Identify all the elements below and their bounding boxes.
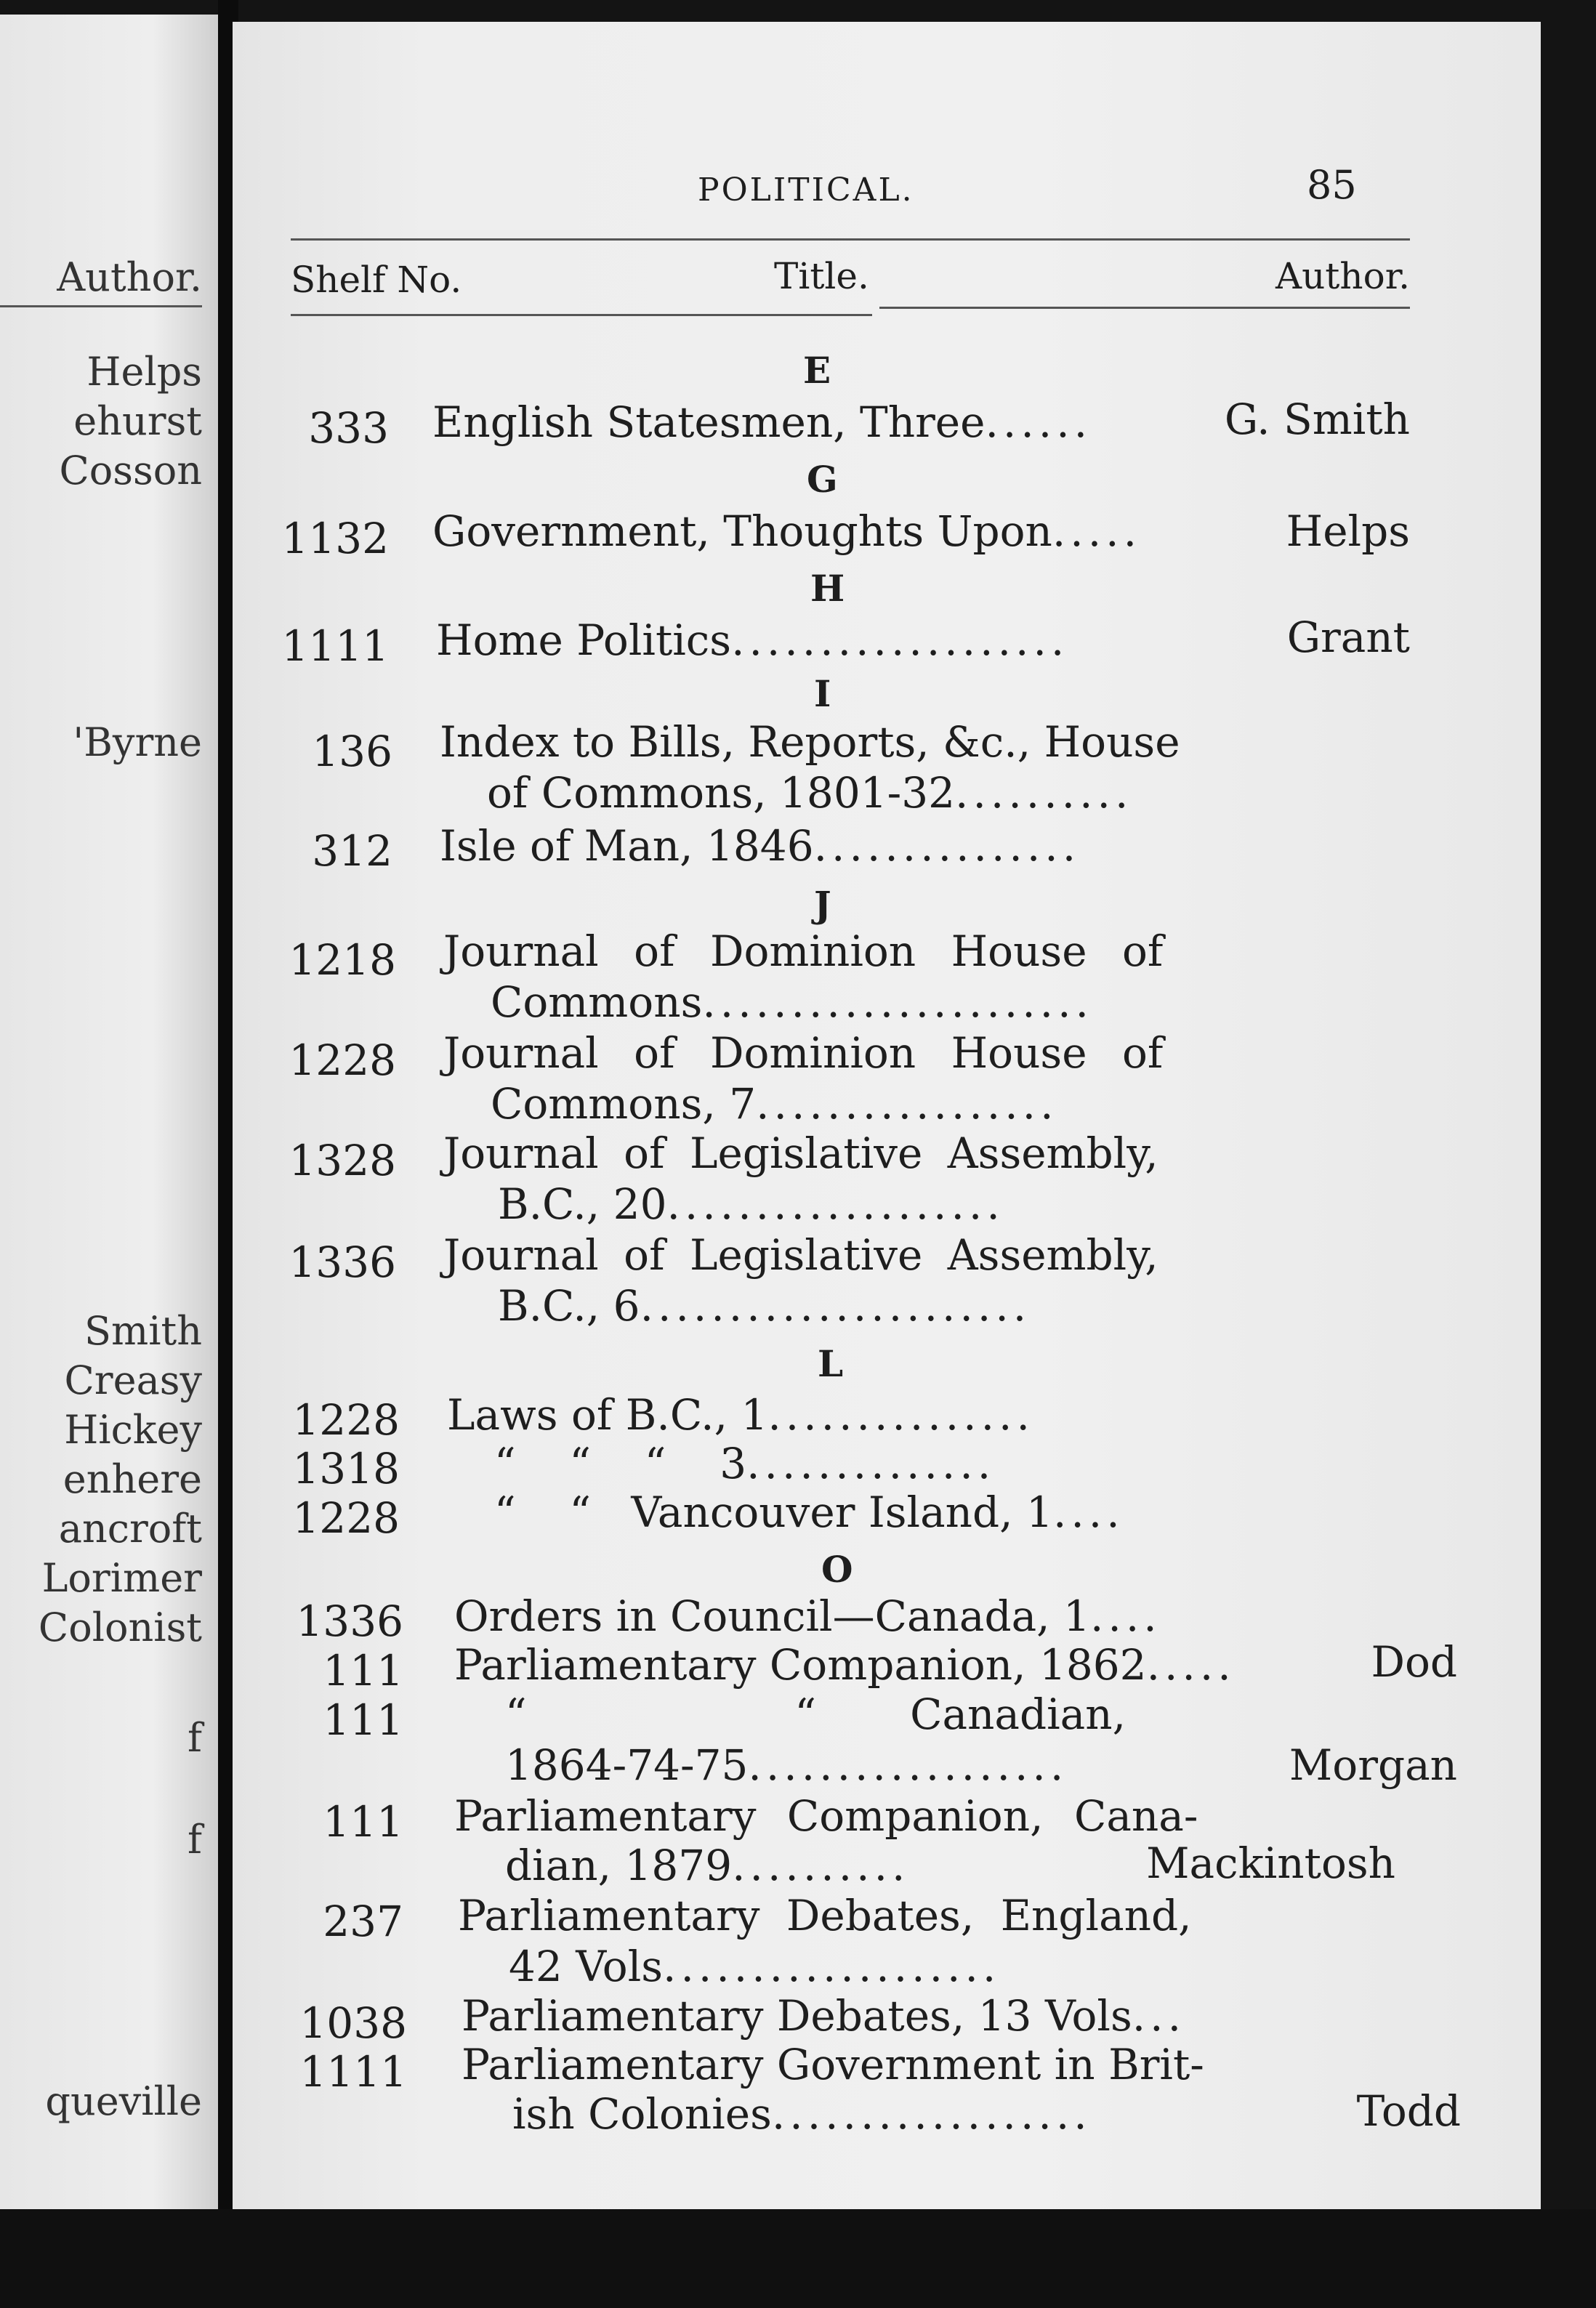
- dot-leader: ....: [1089, 1591, 1161, 1641]
- entry-title: Index to Bills, Reports, &c., House: [440, 717, 1180, 767]
- facing-author: enhere: [63, 1456, 202, 1502]
- section-letter: G: [807, 458, 838, 501]
- shelf-number: 111: [323, 1695, 403, 1745]
- dot-leader: ...............: [767, 1390, 1034, 1440]
- shelf-number: 312: [312, 826, 392, 876]
- background-shadow: [0, 2209, 1596, 2308]
- entry-title: English Statesmen, Three: [432, 398, 986, 447]
- dot-leader: .....: [1146, 1640, 1236, 1690]
- shelf-number: 1336: [289, 1238, 396, 1287]
- entry-title: Home Politics: [436, 616, 732, 665]
- entry-title-continued: 1864-74-75: [505, 1740, 749, 1790]
- facing-author: Smith: [84, 1308, 202, 1354]
- entry-author: Grant: [1286, 613, 1410, 662]
- dot-leader: ...................: [666, 1179, 1004, 1229]
- facing-author: f: [188, 1715, 202, 1761]
- facing-author: Hickey: [64, 1407, 202, 1453]
- entry-title: Laws of B.C., 1: [447, 1390, 768, 1440]
- section-letter: O: [821, 1548, 853, 1591]
- column-header-shelf: Shelf No.: [291, 259, 462, 301]
- facing-author: 'Byrne: [73, 719, 202, 765]
- entry-title-continued: B.C., 20: [498, 1179, 667, 1229]
- shelf-number: 1111: [299, 2047, 407, 2097]
- entry-title: Government, Thoughts Upon: [432, 507, 1052, 556]
- dot-leader: ..........: [732, 1841, 910, 1890]
- entry-author: Morgan: [1289, 1740, 1457, 1790]
- facing-rule: [0, 305, 202, 307]
- dot-leader: ..........: [955, 768, 1133, 818]
- entry-title: Journal of Legislative Assembly,: [443, 1230, 1158, 1280]
- facing-author: Colonist: [38, 1605, 202, 1650]
- ditto-marks: “ “ “ 3: [494, 1439, 747, 1488]
- header-rule-bottom-left: [291, 314, 872, 316]
- section-letter: E: [803, 349, 831, 392]
- entry-title-continued: of Commons, 1801-32: [487, 768, 956, 818]
- dot-leader: ...............: [813, 821, 1081, 871]
- shelf-number: 333: [308, 403, 389, 453]
- page-number: 85: [1307, 162, 1357, 208]
- section-letter: H: [810, 567, 845, 610]
- entry-author: G. Smith: [1224, 395, 1410, 444]
- entry-title: Parliamentary Debates, 13 Vols: [462, 1991, 1132, 2041]
- shelf-number: 1228: [292, 1395, 400, 1445]
- shelf-number: 1228: [289, 1036, 396, 1085]
- shelf-number: 1318: [292, 1444, 400, 1493]
- dot-leader: .................: [756, 1079, 1058, 1129]
- entry-title-continued: dian, 1879: [505, 1841, 733, 1890]
- dot-leader: ..................: [771, 2089, 1092, 2139]
- entry-title-continued: B.C., 6: [498, 1281, 640, 1331]
- entry-title: Parliamentary Companion, Cana-: [454, 1791, 1198, 1841]
- entry-title-continued: ish Colonies: [512, 2089, 772, 2139]
- entry-title: Parliamentary Government in Brit-: [462, 2040, 1204, 2089]
- entry-title: Parliamentary Debates, England,: [458, 1891, 1192, 1940]
- shelf-number: 1228: [292, 1493, 400, 1543]
- shelf-number: 237: [323, 1897, 403, 1946]
- running-head: POLITICAL.: [698, 172, 914, 209]
- dot-leader: ...................: [663, 1942, 1001, 1991]
- shelf-number: 136: [312, 727, 392, 776]
- entry-title: “ “ Canadian,: [505, 1690, 1127, 1739]
- dot-leader: ......: [985, 398, 1092, 447]
- entry-title: Journal of Legislative Assembly,: [443, 1129, 1158, 1178]
- header-rule-top: [291, 238, 1410, 241]
- column-header-title: Title.: [774, 255, 869, 297]
- facing-author: ancroft: [58, 1506, 202, 1552]
- shelf-number: 1336: [296, 1597, 403, 1646]
- dot-leader: ...: [1132, 1991, 1186, 2041]
- entry-author: Dod: [1371, 1637, 1457, 1687]
- dot-leader: ......................: [640, 1281, 1031, 1331]
- shelf-number: 1038: [299, 1998, 407, 2048]
- facing-author: Helps: [86, 349, 202, 395]
- entry-title: “ “ Vancouver Island, 1: [494, 1488, 1053, 1537]
- entry-title: Parliamentary Companion, 1862: [454, 1640, 1147, 1690]
- entry-title: Isle of Man, 1846: [440, 821, 814, 871]
- facing-author: Cosson: [59, 448, 202, 493]
- entry-title-continued: 42 Vols: [509, 1942, 664, 1991]
- shelf-number: 1328: [289, 1136, 396, 1185]
- dot-leader: .....: [1052, 507, 1142, 556]
- facing-author: Lorimer: [41, 1555, 202, 1601]
- shelf-number: 1218: [289, 935, 396, 985]
- entry-author: Todd: [1356, 2086, 1461, 2136]
- facing-page: [0, 15, 218, 2209]
- entry-title: Journal of Dominion House of: [443, 927, 1164, 976]
- section-letter: J: [814, 883, 831, 926]
- entry-title: Journal of Dominion House of: [443, 1028, 1164, 1078]
- dot-leader: ....: [1052, 1488, 1124, 1537]
- entry-author: Helps: [1286, 507, 1410, 556]
- column-header-author: Author.: [1275, 255, 1410, 297]
- shelf-number: 111: [323, 1646, 403, 1695]
- facing-column-header: Author.: [57, 254, 202, 300]
- dot-leader: ..................: [748, 1740, 1068, 1790]
- entry-title-continued: Commons: [491, 977, 703, 1027]
- entry-title: Orders in Council—Canada, 1: [454, 1591, 1090, 1641]
- entry-title-continued: Commons, 7: [491, 1079, 757, 1129]
- section-letter: L: [818, 1342, 844, 1385]
- dot-leader: ..............: [746, 1439, 996, 1488]
- facing-author: queville: [45, 2078, 202, 2124]
- entry-author: Mackintosh: [1146, 1839, 1395, 1888]
- catalog-page: [233, 22, 1541, 2216]
- facing-author: f: [188, 1817, 202, 1863]
- dot-leader: ......................: [702, 977, 1093, 1027]
- section-letter: I: [814, 672, 831, 715]
- facing-author: Creasy: [64, 1357, 202, 1403]
- header-rule-bottom-right: [879, 307, 1410, 309]
- dot-leader: ...................: [731, 616, 1069, 665]
- shelf-number: 111: [323, 1797, 403, 1847]
- shelf-number: 1132: [281, 514, 389, 563]
- facing-author: ehurst: [73, 398, 202, 444]
- shelf-number: 1111: [281, 621, 389, 671]
